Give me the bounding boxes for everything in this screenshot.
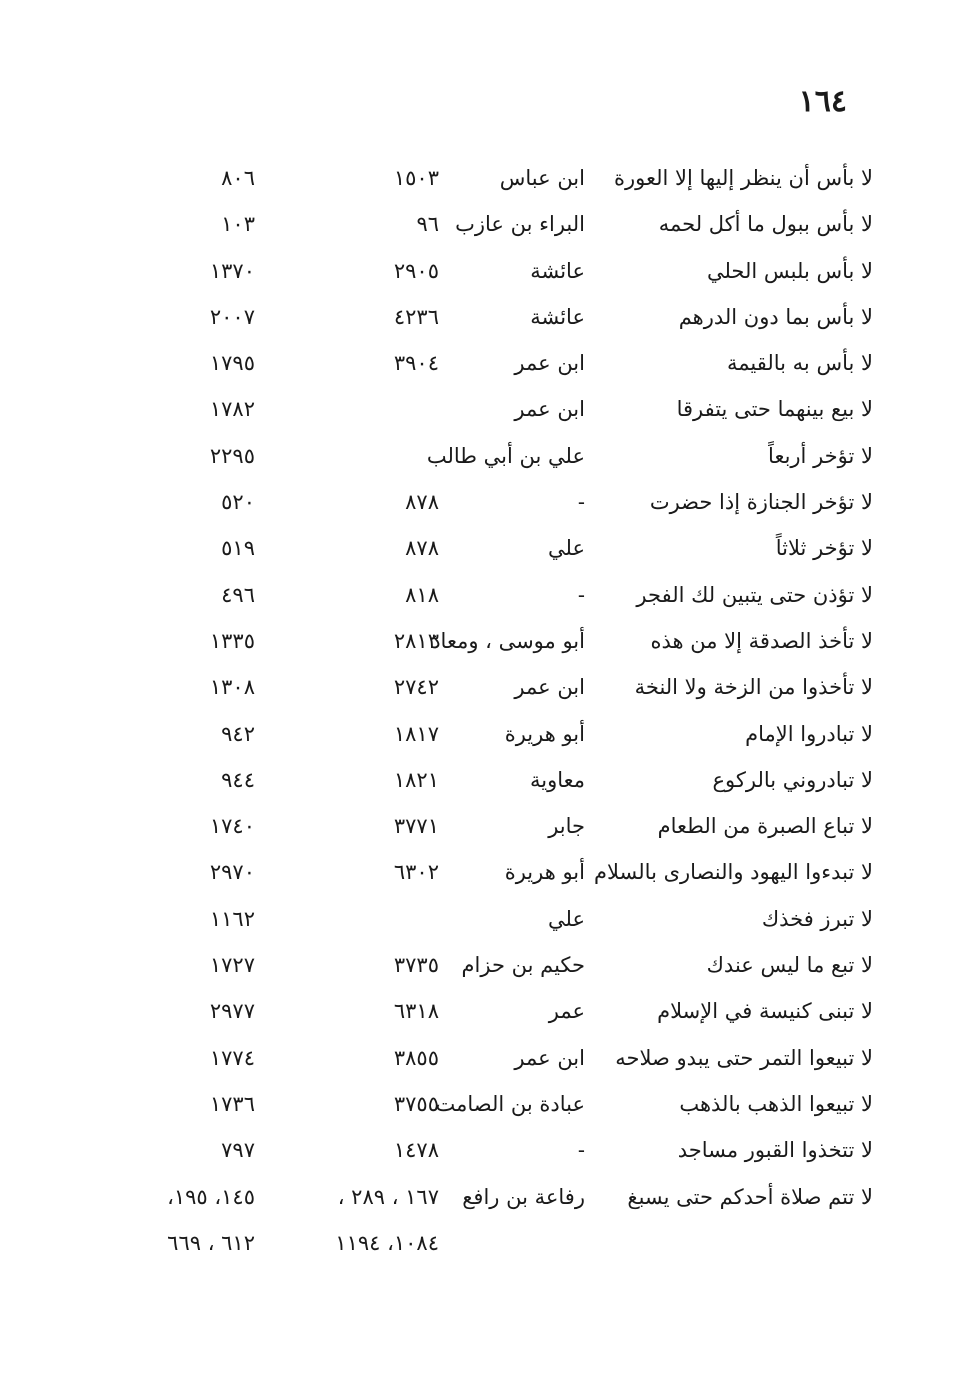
index-row [0,623,957,669]
index-row [0,854,957,900]
index-row [0,577,957,623]
narrator-name: عائشة [530,258,585,283]
narrator-name: ابن عباس [499,166,585,190]
hadith-number: ٥٢٠ [221,490,255,515]
reference-number: ٨٧٨ [405,536,439,561]
hadith-text: لا تؤخر ثلاثاً [775,536,873,561]
narrator-name: أبو موسى ، ومعاذ [431,628,585,653]
hadith-text: لا تبع ما ليس عندك [706,953,873,978]
hadith-number: ٩٤٢ [221,721,255,746]
hadith-number: ١٧٧٤ [209,1045,255,1070]
hadith-text: لا تبرز فخذك [761,906,873,931]
narrator-name: عمر [548,999,585,1024]
hadith-text: لا تؤخر أربعاً [768,443,873,468]
hadith-number: ٥١٩ [221,536,255,561]
index-row [0,345,957,391]
reference-number: ٤٢٣٦ [393,304,439,329]
index-row [0,253,957,299]
reference-number: ٦٣٠٢ [393,860,439,885]
index-row [0,716,957,762]
hadith-text: لا تبيعوا الذهب بالذهب [679,1091,873,1116]
narrator-name: علي [548,906,585,931]
hadith-number: ١٠٣ [221,212,255,237]
index-row [0,1086,957,1132]
reference-number: ١٦٧ ، ٢٨٩ ، [337,1184,439,1209]
hadith-number: ٢٩٧٠ [209,860,255,885]
narrator-name: عبادة بن الصامت [435,1091,585,1116]
hadith-number: ٧٩٧ [221,1138,255,1163]
hadith-number: ٢٢٩٥ [209,443,255,468]
page-number: ١٦٤ [798,84,847,119]
hadith-number: ٢٩٧٧ [209,999,255,1024]
hadith-number: ١٣٧٠ [209,258,255,283]
hadith-text: لا تتم صلاة أحدكم حتى يسبغ [627,1184,873,1209]
hadith-text: لا تأخذوا من الزخة ولا النخة [634,675,873,700]
hadith-text: لا بيع بينهما حتى يتفرقا [676,397,873,422]
hadith-number: ١٧٤٠ [209,814,255,839]
index-row [0,1225,957,1269]
narrator-name: عائشة [530,304,585,329]
index-row [0,901,957,947]
hadith-text: لا بأس بما دون الدرهم [678,304,873,329]
narrator-name: حكيم بن حزام [461,953,585,978]
hadith-text: لا تبيعوا التمر حتى يبدو صلاحه [615,1045,873,1070]
reference-number: ١٨١٧ [393,721,439,746]
index-row [0,993,957,1039]
index-row [0,391,957,437]
hadith-number: ٨٠٦ [221,166,255,190]
narrator-name: معاوية [529,767,585,792]
hadith-number: ١٧٨٢ [209,397,255,422]
hadith-number: ١٧٣٦ [209,1091,255,1116]
reference-number: ٢٧٤٢ [393,675,439,700]
reference-number: ١٠٨٤، ١١٩٤ [335,1230,439,1255]
narrator-name: علي [548,536,585,561]
hadith-number: ٢٠٠٧ [209,304,255,329]
hadith-text: لا تبدءوا اليهود والنصارى بالسلام [594,860,873,885]
hadith-text: لا تبادروني بالركوع [712,767,873,792]
reference-number: ٨١٨ [405,582,439,607]
reference-number: ٣٧٧١ [393,814,439,839]
hadith-number: ١٣٣٥ [209,628,255,653]
narrator-name: ابن عمر [514,1045,585,1070]
narrator-name: - [577,490,585,515]
hadith-text: لا بأس به بالقيمة [727,351,873,376]
index-row [0,530,957,576]
hadith-text: لا تبنى كنيسة في الإسلام [657,999,873,1024]
index-row [0,206,957,252]
reference-number: ٣٩٠٤ [393,351,439,376]
hadith-number: ٩٤٤ [221,767,255,792]
hadith-number: ١٧٩٥ [209,351,255,376]
narrator-name: - [577,582,585,607]
index-row [0,1179,957,1225]
reference-number: ٢٩٠٥ [393,258,439,283]
hadith-text: لا تأخذ الصدقة إلا من هذه [650,628,873,653]
hadith-number: ٦١٢ ، ٦٦٩ [167,1230,255,1255]
index-row [0,762,957,808]
narrator-name: أبو هريرة [504,860,585,885]
hadith-text: لا بأس ببول ما أكل لحمه [658,212,873,237]
reference-number: ١٤٧٨ [393,1138,439,1163]
reference-number: ٣٧٥٥ [393,1091,439,1116]
reference-number: ٣٧٣٥ [393,953,439,978]
narrator-name: جابر [548,814,585,839]
hadith-text: لا تؤخر الجنازة إذا حضرت [649,490,873,515]
narrator-name: ابن عمر [514,351,585,376]
index-row [0,160,957,206]
index-row [0,299,957,345]
reference-number: ٩٦ [416,212,439,237]
hadith-text: لا تؤذن حتى يتبين لك الفجر [636,582,873,607]
hadith-text: لا بأس بلبس الحلي [706,258,873,283]
narrator-name: رفاعة بن رافع [462,1184,585,1209]
narrator-name: أبو هريرة [504,721,585,746]
reference-number: ١٨٢١ [393,767,439,792]
index-row [0,669,957,715]
hadith-index-table [0,160,957,1269]
hadith-number: ١٤٥، ١٩٥، [167,1184,255,1209]
hadith-text: لا بأس أن ينظر إليها إلا العورة [614,166,873,190]
index-row [0,808,957,854]
reference-number: ٣٨٥٥ [393,1045,439,1070]
reference-number: ٦٣١٨ [393,999,439,1024]
index-row [0,438,957,484]
index-row [0,1040,957,1086]
reference-number: ١٥٠٣ [393,166,439,190]
hadith-number: ١٧٢٧ [209,953,255,978]
index-row [0,484,957,530]
hadith-text: لا تبادروا الإمام [745,721,873,746]
hadith-text: لا تباع الصبرة من الطعام [657,814,873,839]
narrator-name: ابن عمر [514,675,585,700]
narrator-name: ابن عمر [514,397,585,422]
index-row [0,1132,957,1178]
narrator-name: - [577,1138,585,1163]
index-row [0,947,957,993]
reference-number: ٢٨١٣ [393,628,439,653]
narrator-name: علي بن أبي طالب [426,443,585,468]
reference-number: ٨٧٨ [405,490,439,515]
hadith-number: ٤٩٦ [221,582,255,607]
narrator-name: البراء بن عازب [455,212,585,237]
hadith-text: لا تتخذوا القبور مساجد [677,1138,873,1163]
hadith-number: ١٣٠٨ [209,675,255,700]
hadith-number: ١١٦٢ [209,906,255,931]
